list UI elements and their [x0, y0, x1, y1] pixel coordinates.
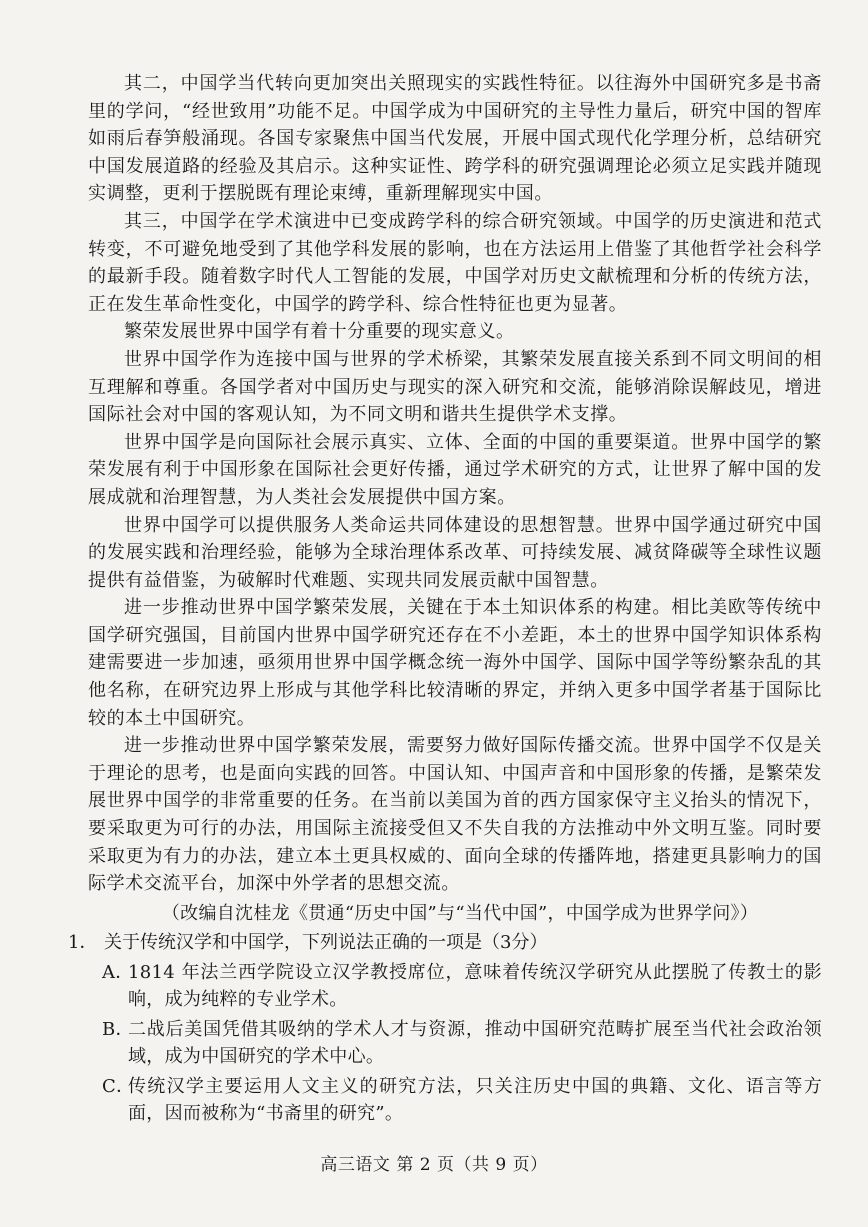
paragraph: 世界中国学可以提供服务人类命运共同体建设的思想智慧。世界中国学通过研究中国的发展实践和治理经验，能够为全球治理体系改革、可持续发展、减贫降碳等全球性议题提供有益借鉴，为破解时代难题、实现共同发展贡献中国智慧。	[88, 514, 822, 591]
option-text: 传统汉学主要运用人文主义的研究方法，只关注历史中国的典籍、文化、语言等方面，因而被称为“书斋里的研究”。	[128, 1075, 822, 1124]
page-footer: 高三语文 第 2 页（共 9 页）	[320, 1155, 548, 1175]
option-c	[102, 1073, 822, 1127]
option-label: C．	[102, 1075, 135, 1097]
option-label: B．	[102, 1018, 134, 1040]
paragraph: 世界中国学作为连接中国与世界的学术桥梁，其繁荣发展直接关系到不同文明间的相互理解和尊重。各国学者对中国历史与现实的深入研究和交流，能够消除误解歧见，增进国际社会对中国的客观认知，为不同文明和谐共生提供学术支撑。	[88, 348, 822, 426]
paragraph: 进一步推动世界中国学繁荣发展，关键在于本土知识体系的构建。相比美欧等传统中国学研究强国，目前国内世界中国学研究还存在不小差距，本土的世界中国学知识体系构建需要进一步加速，亟须用世界中国学概念统一海外中国学、国际中国学等纷繁杂乱的其他名称，在研究边界上形成与其他学科比较清晰的界定，并纳入更多中国学者基于国际比较的本土中国研究。	[88, 597, 822, 729]
option-b	[102, 1016, 822, 1070]
question-stem	[68, 929, 822, 956]
paragraph: 其三，中国学在学术演进中已变成跨学科的综合研究领域。中国学的历史演进和范式转变，不可避免地受到了其他学科发展的影响，也在方法运用上借鉴了其他哲学社会科学的最新手段。随着数字时代人工智能的发展，中国学对历史文献梳理和分析的传统方法，正在发生革命性变化，中国学的跨学科、综合性特征也更为显著。	[88, 210, 822, 315]
paragraph: 其二，中国学当代转向更加突出关照现实的实践性特征。以往海外中国研究多是书斋里的学问，“经世致用”功能不足。中国学成为中国研究的主导性力量后，研究中国的智库如雨后春笋般涌现。各国专家聚焦中国当代发展，开展中国式现代化学理分析，总结研究中国发展道路的经验及其启示。这种实证性、跨学科的研究强调理论必须立足实践并随现实调整，更利于摆脱既有理论束缚，重新理解现实中国。	[88, 73, 822, 205]
option-text: 1814 年法兰西学院设立汉学教授席位，意味着传统汉学研究从此摆脱了传教士的影响，成为纯粹的专业学术。	[128, 961, 822, 1010]
paragraph: 繁荣发展世界中国学有着十分重要的现实意义。	[124, 321, 515, 343]
question-number: 1．	[68, 931, 98, 953]
question-1	[68, 929, 822, 1127]
reading-passage	[88, 70, 822, 898]
option-text: 二战后美国凭借其吸纳的学术人才与资源，推动中国研究范畴扩展至当代社会政治领域，成为中国研究的学术中心。	[128, 1018, 822, 1067]
option-label: A．	[102, 961, 134, 983]
question-text: 关于传统汉学和中国学，下列说法正确的一项是（3分）	[104, 931, 548, 953]
source-citation: （改编自沈桂龙《贯通“历史中国”与“当代中国”，中国学成为世界学问》）	[161, 902, 759, 924]
paragraph: 进一步推动世界中国学繁荣发展，需要努力做好国际传播交流。世界中国学不仅是关于理论的思考，也是面向实践的回答。中国认知、中国声音和中国形象的传播，是繁荣发展世界中国学的非常重要的任务。在当前以美国为首的西方国家保守主义抬头的情况下，要采取更为可行的办法，用国际主流接受但又不失自我的方法推动中外文明互鉴。同时要采取更为有力的办法，建立本土更具权威的、面向全球的传播阵地，搭建更具影响力的国际学术交流平台，加深中外学者的思想交流。	[88, 735, 822, 895]
option-a	[102, 959, 822, 1013]
paragraph: 世界中国学是向国际社会展示真实、立体、全面的中国的重要渠道。世界中国学的繁荣发展有利于中国形象在国际社会更好传播，通过学术研究的方式，让世界了解中国的发展成就和治理智慧，为人类社会发展提供中国方案。	[88, 431, 822, 508]
